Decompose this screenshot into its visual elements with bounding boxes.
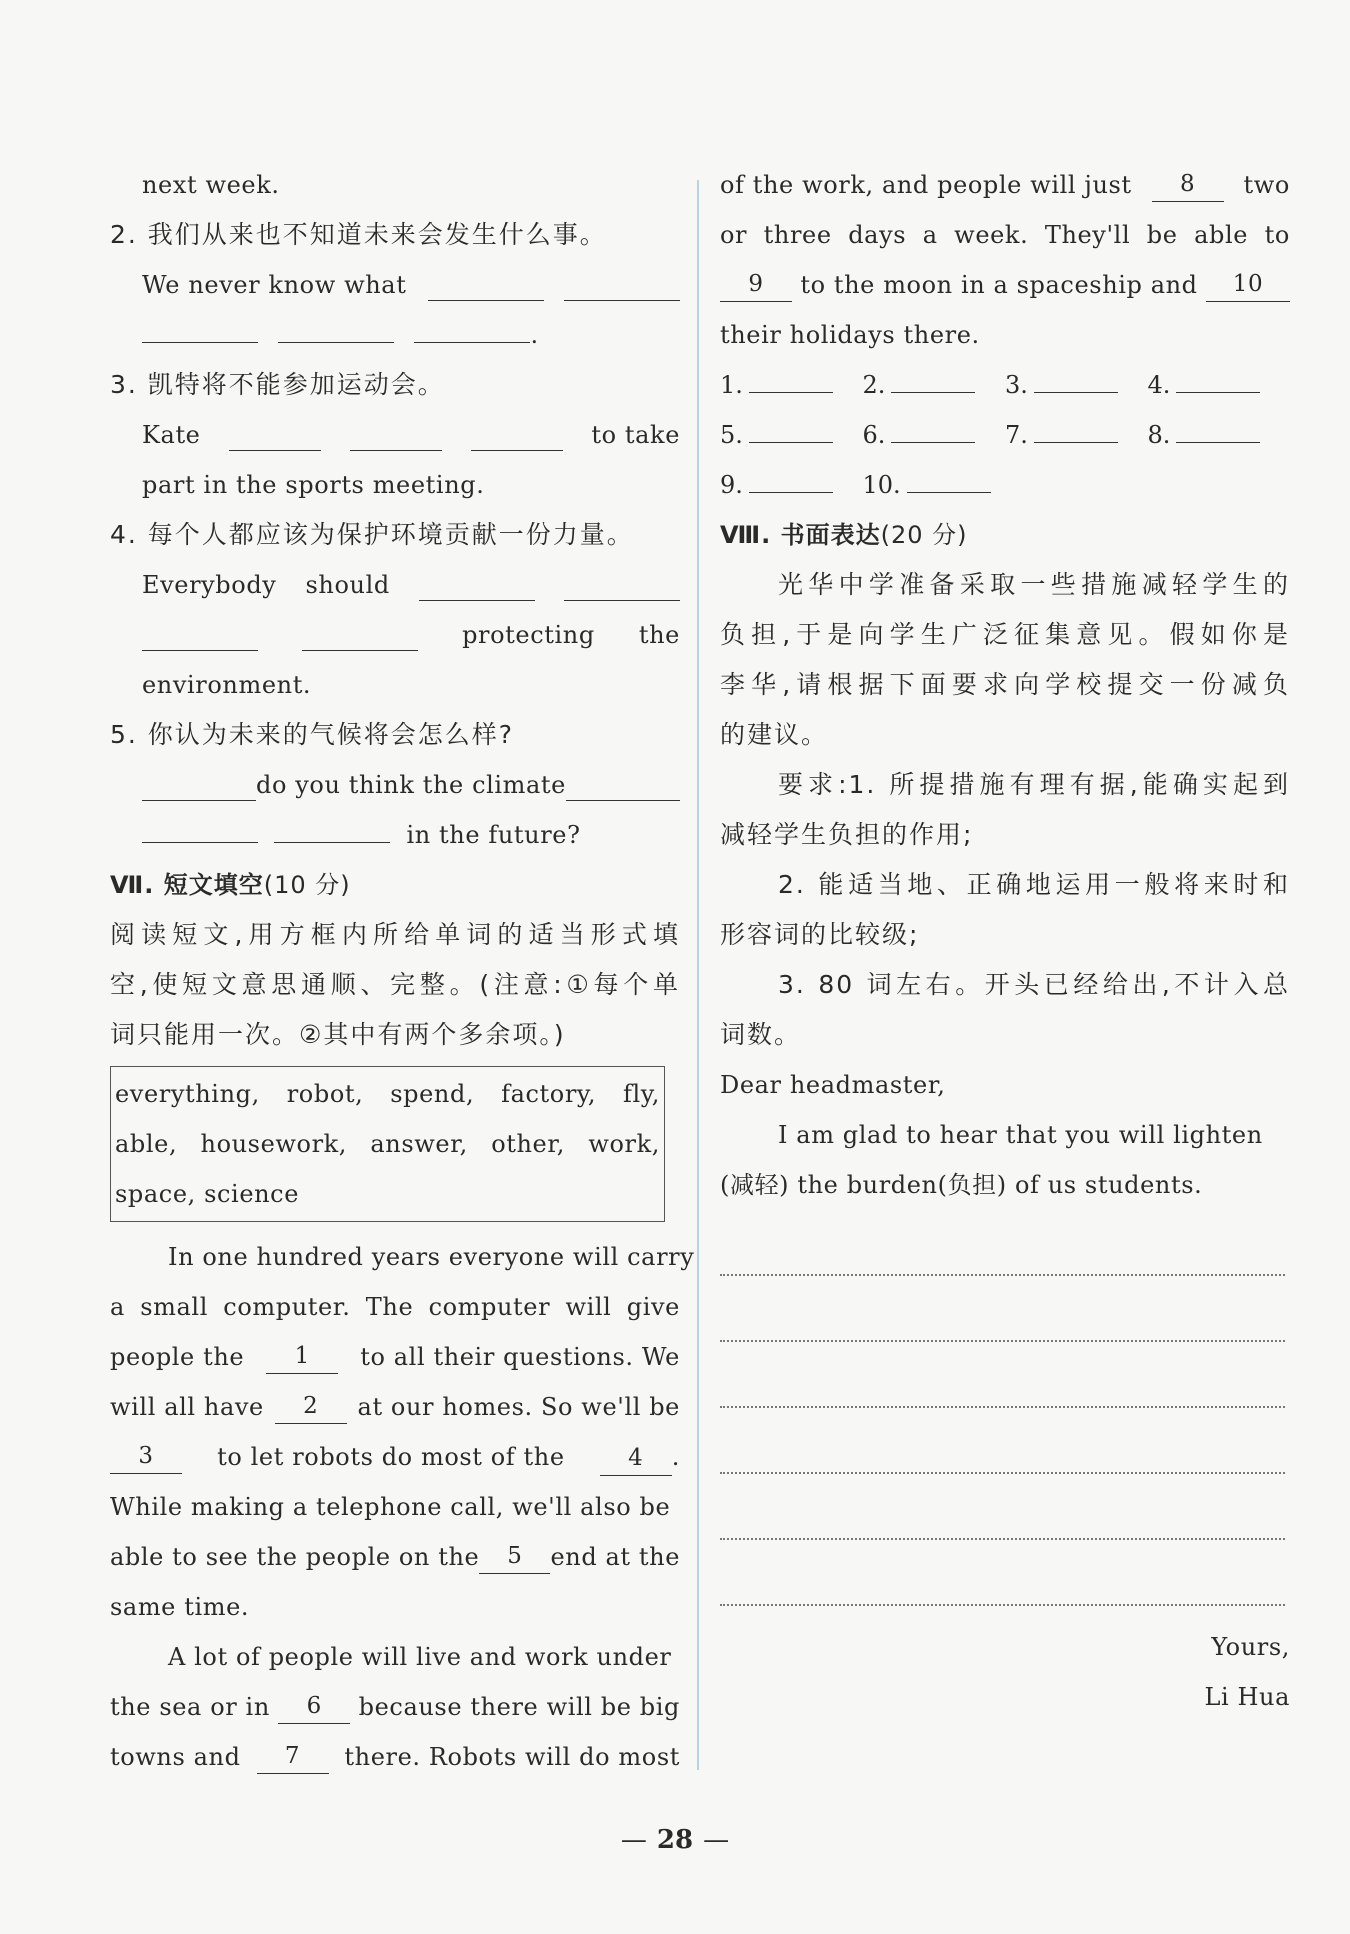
q3-text-b: to take — [591, 421, 680, 449]
word-bank-item: space, science — [115, 1180, 300, 1208]
right-column — [720, 170, 1290, 1722]
passage-word: be — [1146, 221, 1178, 249]
q3-english-line2: part in the sports meeting. — [142, 471, 485, 499]
letter-signature: Li Hua — [1204, 1683, 1290, 1711]
word-bank-item: housework, — [200, 1130, 348, 1158]
section-8-heading — [720, 510, 1290, 560]
q4-blank-3[interactable] — [142, 620, 258, 651]
passage-word: small — [140, 1293, 208, 1321]
writing-line[interactable] — [720, 1276, 1285, 1342]
requirement-line: 要求:1. 所提措施有理有据,能确实起到 — [778, 770, 1290, 799]
answer-blank-9[interactable] — [749, 462, 833, 493]
word-bank-item: factory, — [501, 1080, 597, 1108]
q2-blank-2[interactable] — [564, 270, 680, 301]
passage-line — [110, 1682, 680, 1732]
passage-text: able to see the people on the — [110, 1543, 480, 1571]
passage-line — [110, 1432, 680, 1482]
q5-english-line1 — [110, 760, 680, 810]
passage-line — [720, 260, 1290, 310]
q4-text-b1: protecting — [462, 621, 595, 649]
q4-text-b2: the — [638, 621, 680, 649]
answer-number: 7. — [1005, 421, 1028, 449]
writing-line[interactable] — [720, 1408, 1285, 1474]
passage-text: to let robots do most of the — [217, 1443, 565, 1471]
passage-text: at our homes. So we'll be — [357, 1393, 680, 1421]
section-7-heading — [110, 860, 680, 910]
passage-word: three — [763, 221, 832, 249]
answer-item — [863, 360, 1006, 410]
answer-number: 3. — [1005, 371, 1028, 399]
passage-word: computer — [428, 1293, 551, 1321]
writing-line[interactable] — [720, 1474, 1285, 1540]
word-bank-box — [110, 1066, 665, 1222]
answer-grid — [720, 360, 1290, 510]
answer-number: 2. — [862, 371, 886, 399]
word-bank-item: other, — [491, 1130, 566, 1158]
q4-blank-4[interactable] — [302, 620, 418, 651]
passage-text: to the moon in a spaceship and — [800, 271, 1198, 299]
answer-number: 5. — [720, 421, 743, 449]
section-8-text: 负担,于是向学生广泛征集意见。假如你是 — [720, 620, 1290, 649]
passage-text: the sea or in — [110, 1693, 270, 1721]
answer-number: 6. — [862, 421, 886, 449]
q2-text: We never know what — [142, 271, 407, 299]
passage-text: people the — [110, 1343, 245, 1371]
section-7-instruction-2: 空,使短文意思通顺、完整。(注意:①每个单 — [110, 970, 680, 999]
writing-line[interactable] — [720, 1210, 1285, 1276]
passage-word: will — [565, 1293, 612, 1321]
passage-text: there. Robots will do most — [344, 1743, 680, 1771]
answer-blank-5[interactable] — [749, 412, 833, 443]
word-bank-item: everything, — [115, 1080, 260, 1108]
passage-text: . — [671, 1443, 680, 1471]
q2-chinese: 2. 我们从来也不知道未来会发生什么事。 — [110, 220, 607, 249]
q4-english-line3: environment. — [142, 671, 312, 699]
q3-blank-1[interactable] — [229, 420, 321, 451]
section-8-text: 光华中学准备采取一些措施减轻学生的 — [778, 570, 1290, 599]
q5-blank-3[interactable] — [142, 812, 258, 843]
answer-blank-10[interactable] — [907, 462, 991, 493]
q3-chinese: 3. 凯特将不能参加运动会。 — [110, 370, 445, 399]
answer-blank-1[interactable] — [749, 362, 833, 393]
cloze-blank-9[interactable]: 9 — [720, 269, 792, 302]
answer-number: 4. — [1147, 371, 1171, 399]
q5-text-b: in the future? — [406, 821, 581, 849]
passage-line — [110, 1382, 680, 1432]
q5-blank-2[interactable] — [566, 770, 680, 801]
section-8-points: (20 分) — [880, 521, 968, 549]
cloze-blank-3[interactable]: 3 — [110, 1441, 182, 1474]
answer-item — [1148, 410, 1291, 460]
answer-number: 10. — [862, 471, 901, 499]
passage-word: to — [1264, 221, 1290, 249]
passage-line: same time. — [110, 1593, 250, 1621]
passage-line — [110, 1282, 680, 1332]
section-7-title: Ⅶ. 短文填空 — [110, 871, 264, 899]
answer-item — [1148, 360, 1291, 410]
q4-blank-2[interactable] — [564, 570, 680, 601]
answer-number: 1. — [720, 371, 743, 399]
answer-item — [863, 410, 1006, 460]
passage-word: computer. — [223, 1293, 351, 1321]
passage-line — [110, 1732, 680, 1782]
passage-word: a — [922, 221, 938, 249]
q2-blank-1[interactable] — [428, 270, 544, 301]
word-bank-item: spend, — [390, 1080, 475, 1108]
word-bank-item: robot, — [286, 1080, 364, 1108]
answer-blank-7[interactable] — [1034, 412, 1118, 443]
requirement-line: 形容词的比较级; — [720, 920, 920, 949]
passage-line — [720, 160, 1290, 210]
word-bank-item: able, — [115, 1130, 178, 1158]
q3-text-a: Kate — [142, 421, 201, 449]
cloze-blank-1[interactable]: 1 — [266, 1341, 338, 1374]
q2-blank-5[interactable] — [414, 312, 530, 343]
writing-line[interactable] — [720, 1342, 1285, 1408]
passage-text: two — [1243, 171, 1290, 199]
q3-english-line1 — [110, 410, 680, 460]
section-8-text: 的建议。 — [720, 720, 829, 749]
cloze-blank-4[interactable]: 4 — [600, 1443, 672, 1476]
passage-line — [110, 1332, 680, 1382]
word-bank-row-3 — [115, 1169, 660, 1219]
letter-line: (减轻) the burden(负担) of us students. — [720, 1171, 1203, 1199]
passage-text: of the work, and people will just — [720, 171, 1132, 199]
passage-word: days — [848, 221, 907, 249]
letter-line: I am glad to hear that you will lighten — [778, 1121, 1263, 1149]
requirement-line: 3. 80 词左右。开头已经给出,不计入总 — [778, 970, 1290, 999]
cloze-blank-10[interactable]: 10 — [1206, 269, 1290, 302]
requirement-line: 2. 能适当地、正确地运用一般将来时和 — [778, 870, 1290, 899]
q2-blank-4[interactable] — [278, 312, 394, 343]
answer-blank-4[interactable] — [1176, 362, 1260, 393]
word-bank-item: work, — [588, 1130, 660, 1158]
q2-period: . — [530, 321, 539, 349]
answer-blank-2[interactable] — [891, 362, 975, 393]
answer-blank-6[interactable] — [891, 412, 975, 443]
passage-word: week. — [954, 221, 1029, 249]
passage-text: end at the — [550, 1543, 680, 1571]
word-bank-item: answer, — [370, 1130, 468, 1158]
answer-blank-8[interactable] — [1176, 412, 1260, 443]
q2-blank-3[interactable] — [142, 312, 258, 343]
section-7-instruction-3: 词只能用一次。②其中有两个多余项。) — [110, 1020, 566, 1049]
q4-blank-1[interactable] — [419, 570, 535, 601]
q1-continuation: next week. — [142, 171, 280, 199]
passage-line: their holidays there. — [720, 321, 980, 349]
passage-line: While making a telephone call, we'll also be — [110, 1493, 671, 1521]
answer-item — [720, 410, 863, 460]
writing-line[interactable] — [720, 1540, 1285, 1606]
column-divider — [697, 180, 699, 1770]
q5-blank-1[interactable] — [142, 770, 256, 801]
word-bank-row-1 — [115, 1069, 660, 1119]
page-dash-right: — — [703, 1825, 730, 1855]
passage-word: or — [720, 221, 748, 249]
answer-item — [720, 360, 863, 410]
passage-word: a — [110, 1293, 125, 1321]
section-7-instruction-1: 阅读短文,用方框内所给单词的适当形式填 — [110, 920, 680, 949]
writing-area[interactable] — [720, 1210, 1290, 1606]
q4-english-line2 — [110, 610, 680, 660]
q5-english-line2 — [110, 810, 680, 860]
left-column — [110, 170, 695, 1782]
cloze-blank-7[interactable]: 7 — [257, 1741, 329, 1774]
answer-item — [1005, 410, 1148, 460]
passage-line: A lot of people will live and work under — [168, 1643, 672, 1671]
cloze-blank-6[interactable]: 6 — [278, 1691, 350, 1724]
cloze-blank-8[interactable]: 8 — [1152, 169, 1224, 202]
cloze-blank-2[interactable]: 2 — [275, 1391, 347, 1424]
passage-text: will all have — [110, 1393, 264, 1421]
letter-closing: Yours, — [1211, 1633, 1290, 1661]
q2-english-line2 — [110, 310, 680, 360]
q4-text-a2: should — [305, 571, 390, 599]
passage-line: In one hundred years everyone will carry — [168, 1243, 695, 1271]
answer-blank-3[interactable] — [1034, 362, 1118, 393]
passage-line — [110, 1532, 680, 1582]
passage-line — [720, 210, 1290, 260]
q4-chinese: 4. 每个人都应该为保护环境贡献一份力量。 — [110, 520, 634, 549]
passage-word: The — [365, 1293, 414, 1321]
word-bank-item: fly, — [623, 1080, 660, 1108]
q4-english-line1 — [110, 560, 680, 610]
passage-word: give — [626, 1293, 680, 1321]
section-7-points: (10 分) — [263, 871, 351, 899]
passage-word: They'll — [1044, 221, 1131, 249]
answer-item — [720, 460, 863, 510]
letter-greeting: Dear headmaster, — [720, 1071, 946, 1099]
page-number: 28 — [656, 1825, 694, 1855]
section-8-title: Ⅷ. 书面表达 — [720, 521, 881, 549]
q3-blank-2[interactable] — [350, 420, 442, 451]
q5-text-a: do you think the climate — [256, 771, 566, 799]
section-8-text: 李华,请根据下面要求向学校提交一份减负 — [720, 670, 1290, 699]
cloze-blank-5[interactable]: 5 — [479, 1541, 550, 1574]
answer-item — [863, 460, 1006, 510]
page-number-footer — [0, 1825, 1350, 1855]
q5-chinese: 5. 你认为未来的气候将会怎么样? — [110, 720, 515, 749]
passage-text: towns and — [110, 1743, 241, 1771]
answer-item — [1005, 360, 1148, 410]
q4-text-a1: Everybody — [142, 571, 277, 599]
answer-number: 8. — [1147, 421, 1171, 449]
requirement-line: 减轻学生负担的作用; — [720, 820, 974, 849]
word-bank-row-2 — [115, 1119, 660, 1169]
answer-number: 9. — [720, 471, 743, 499]
page-dash-left: — — [620, 1825, 647, 1855]
passage-text: to all their questions. We — [360, 1343, 680, 1371]
requirement-line: 词数。 — [720, 1020, 802, 1049]
passage-word: able — [1194, 221, 1249, 249]
q2-english-line1 — [110, 260, 680, 310]
q5-blank-4[interactable] — [274, 812, 390, 843]
passage-text: because there will be big — [358, 1693, 680, 1721]
q3-blank-3[interactable] — [471, 420, 563, 451]
